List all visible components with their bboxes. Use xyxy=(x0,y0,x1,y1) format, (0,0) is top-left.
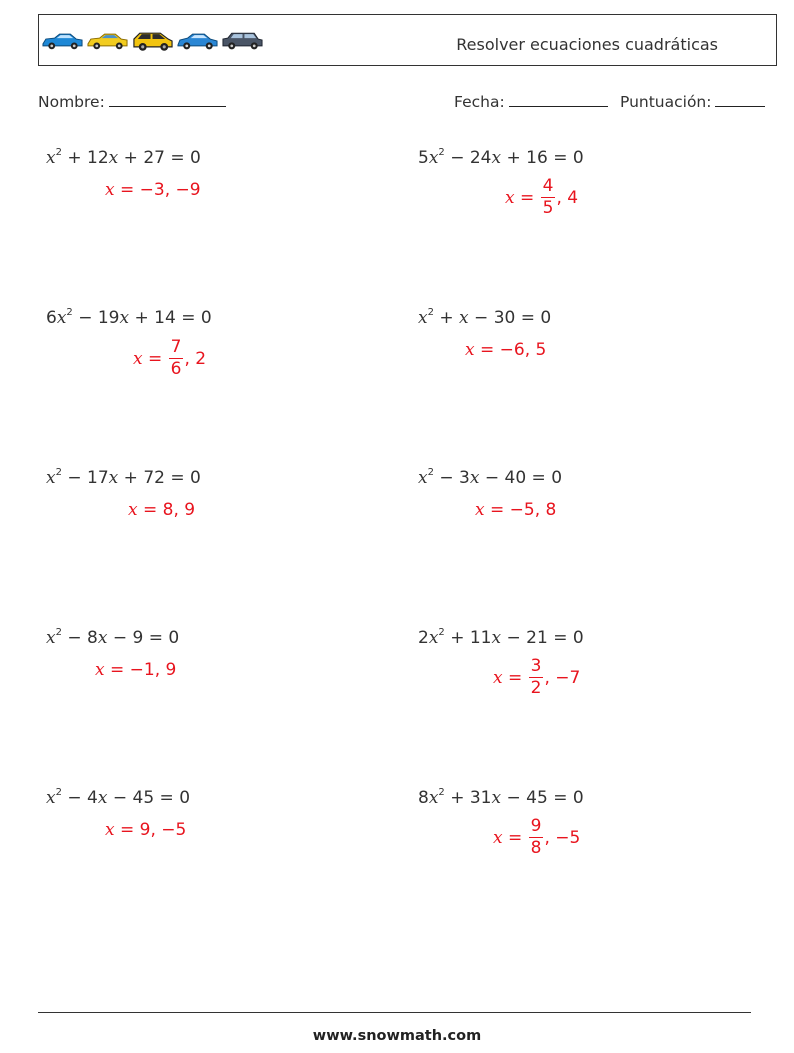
operator: + xyxy=(118,148,144,168)
operator: + xyxy=(433,308,460,328)
answer-equals: = xyxy=(484,500,510,520)
answer-variable: x xyxy=(465,340,475,360)
equals-zero: = 0 xyxy=(547,628,584,648)
variable: x xyxy=(428,788,439,808)
coefficient-a: 8 xyxy=(418,788,429,808)
answer-fraction xyxy=(529,818,544,857)
equation xyxy=(418,628,584,648)
coefficient-b: 31 xyxy=(469,788,492,808)
constant-c: 14 xyxy=(154,308,176,328)
constant-c: 45 xyxy=(132,788,155,808)
variable: x xyxy=(46,148,56,168)
footer-divider xyxy=(38,1012,751,1013)
constant-c: 72 xyxy=(143,468,165,488)
constant-c: 30 xyxy=(493,308,516,328)
coefficient-b: 4 xyxy=(87,788,98,808)
fraction-numerator: 4 xyxy=(542,176,554,196)
answer-variable: x xyxy=(105,180,115,200)
answer-equals: = xyxy=(474,340,500,360)
operator: + xyxy=(444,788,470,808)
name-blank[interactable] xyxy=(109,105,226,107)
coefficient-b: 24 xyxy=(469,148,492,168)
answer xyxy=(493,818,580,857)
answer-value: −1, 9 xyxy=(129,660,177,680)
answer-equals: = xyxy=(114,820,140,840)
exponent: 2 xyxy=(438,627,445,638)
variable: x xyxy=(491,148,502,168)
variable: x xyxy=(97,628,108,648)
operator: − xyxy=(501,628,527,648)
answer-equals: = xyxy=(114,180,140,200)
constant-c: 16 xyxy=(526,148,548,168)
worksheet-title: Resolver ecuaciones cuadráticas xyxy=(456,35,718,54)
operator: − xyxy=(479,468,505,488)
car-icons xyxy=(41,29,264,53)
answer xyxy=(465,340,546,360)
exponent: 2 xyxy=(438,147,445,158)
answer xyxy=(493,658,580,697)
score-label: Puntuación: xyxy=(620,93,712,111)
constant-c: 21 xyxy=(526,628,548,648)
answer-equals: = xyxy=(104,660,130,680)
answer xyxy=(505,178,578,217)
fraction-numerator: 9 xyxy=(530,816,542,836)
equals-zero: = 0 xyxy=(154,788,191,808)
worksheet-header xyxy=(38,14,777,66)
variable: x xyxy=(491,788,502,808)
operator: + xyxy=(444,628,470,648)
exponent: 2 xyxy=(55,787,62,798)
answer xyxy=(105,820,186,840)
yellow-hatchback-icon xyxy=(131,30,174,52)
equals-zero: = 0 xyxy=(547,148,584,168)
fraction-numerator: 7 xyxy=(170,337,182,357)
coefficient-b: 8 xyxy=(87,628,98,648)
variable: x xyxy=(46,788,56,808)
operator: − xyxy=(61,788,88,808)
score-field[interactable] xyxy=(620,93,765,111)
answer-rest: , 2 xyxy=(184,348,207,369)
fraction-denominator: 2 xyxy=(530,678,542,698)
exponent: 2 xyxy=(427,307,434,318)
fraction-denominator: 5 xyxy=(542,198,554,218)
answer xyxy=(133,339,206,378)
variable: x xyxy=(459,308,469,328)
equation xyxy=(46,628,179,648)
operator: − xyxy=(72,308,98,328)
answer-equals: = xyxy=(502,667,528,688)
operator: − xyxy=(107,788,133,808)
answer-equals: = xyxy=(502,827,528,848)
equation xyxy=(46,468,201,488)
coefficient-a: 2 xyxy=(418,628,429,648)
answer-fraction xyxy=(529,658,544,697)
coefficient-b: 11 xyxy=(469,628,492,648)
name-label: Nombre: xyxy=(38,93,105,111)
answer-variable: x xyxy=(475,500,485,520)
variable: x xyxy=(108,148,119,168)
exponent: 2 xyxy=(55,467,62,478)
answer-fraction xyxy=(169,339,184,378)
answer xyxy=(128,500,195,520)
operator: − xyxy=(61,468,88,488)
variable: x xyxy=(56,308,67,328)
yellow-car-icon xyxy=(86,30,129,52)
exponent: 2 xyxy=(427,467,434,478)
equals-zero: = 0 xyxy=(175,308,212,328)
variable: x xyxy=(491,628,502,648)
blue-car-icon xyxy=(41,30,84,52)
variable: x xyxy=(97,788,108,808)
footer-url: www.snowmath.com xyxy=(312,1028,482,1044)
variable: x xyxy=(418,468,428,488)
coefficient-b: 3 xyxy=(459,468,470,488)
equals-zero: = 0 xyxy=(547,788,584,808)
answer xyxy=(105,180,201,200)
operator: + xyxy=(129,308,155,328)
coefficient-a: 5 xyxy=(418,148,429,168)
answer-fraction xyxy=(541,178,556,217)
score-blank[interactable] xyxy=(715,105,765,107)
answer-value: −6, 5 xyxy=(499,340,547,360)
answer-value: 8, 9 xyxy=(162,500,196,520)
variable: x xyxy=(428,148,439,168)
blue-hatchback-icon xyxy=(176,30,219,52)
name-field[interactable] xyxy=(38,93,226,111)
answer-variable: x xyxy=(95,660,105,680)
variable: x xyxy=(428,628,439,648)
constant-c: 45 xyxy=(526,788,548,808)
equation xyxy=(46,148,201,168)
variable: x xyxy=(46,628,56,648)
answer-value: 9, −5 xyxy=(139,820,187,840)
date-label: Fecha: xyxy=(454,93,505,111)
coefficient-a: 6 xyxy=(46,308,57,328)
answer-variable: x xyxy=(493,667,503,688)
answer-rest: , −5 xyxy=(544,827,581,848)
equation xyxy=(46,308,212,328)
constant-c: 27 xyxy=(143,148,165,168)
fraction-denominator: 8 xyxy=(530,838,542,858)
exponent: 2 xyxy=(438,787,445,798)
fraction-numerator: 3 xyxy=(530,656,542,676)
equals-zero: = 0 xyxy=(515,308,552,328)
variable: x xyxy=(108,468,119,488)
operator: − xyxy=(501,788,527,808)
variable: x xyxy=(418,308,428,328)
constant-c: 9 xyxy=(132,628,144,648)
operator: − xyxy=(61,628,88,648)
answer-value: −5, 8 xyxy=(509,500,557,520)
exponent: 2 xyxy=(66,307,73,318)
operator: − xyxy=(468,308,494,328)
equation xyxy=(418,308,551,328)
equation xyxy=(46,788,190,808)
answer xyxy=(475,500,556,520)
answer-equals: = xyxy=(514,187,540,208)
variable: x xyxy=(119,308,130,328)
operator: − xyxy=(444,148,470,168)
coefficient-b: 17 xyxy=(87,468,109,488)
answer-variable: x xyxy=(128,500,138,520)
fraction-denominator: 6 xyxy=(170,359,182,379)
gray-suv-icon xyxy=(221,30,264,52)
equation xyxy=(418,788,584,808)
answer-variable: x xyxy=(493,827,503,848)
equation xyxy=(418,468,562,488)
exponent: 2 xyxy=(55,147,62,158)
answer-rest: , −7 xyxy=(544,667,581,688)
equals-zero: = 0 xyxy=(143,628,180,648)
answer-value: −3, −9 xyxy=(139,180,201,200)
variable: x xyxy=(46,468,56,488)
exponent: 2 xyxy=(55,627,62,638)
answer-variable: x xyxy=(133,348,143,369)
operator: + xyxy=(501,148,527,168)
coefficient-b: 12 xyxy=(87,148,109,168)
answer-variable: x xyxy=(105,820,115,840)
coefficient-b: 19 xyxy=(97,308,120,328)
operator: − xyxy=(107,628,133,648)
variable: x xyxy=(469,468,480,488)
operator: − xyxy=(433,468,460,488)
answer-rest: , 4 xyxy=(556,187,579,208)
constant-c: 40 xyxy=(504,468,527,488)
equation xyxy=(418,148,584,168)
operator: + xyxy=(118,468,144,488)
equals-zero: = 0 xyxy=(164,148,201,168)
equals-zero: = 0 xyxy=(526,468,563,488)
answer-variable: x xyxy=(505,187,515,208)
date-field[interactable] xyxy=(454,93,608,111)
operator: + xyxy=(61,148,88,168)
date-blank[interactable] xyxy=(509,105,608,107)
equals-zero: = 0 xyxy=(164,468,201,488)
answer xyxy=(95,660,176,680)
answer-equals: = xyxy=(137,500,163,520)
answer-equals: = xyxy=(142,348,168,369)
